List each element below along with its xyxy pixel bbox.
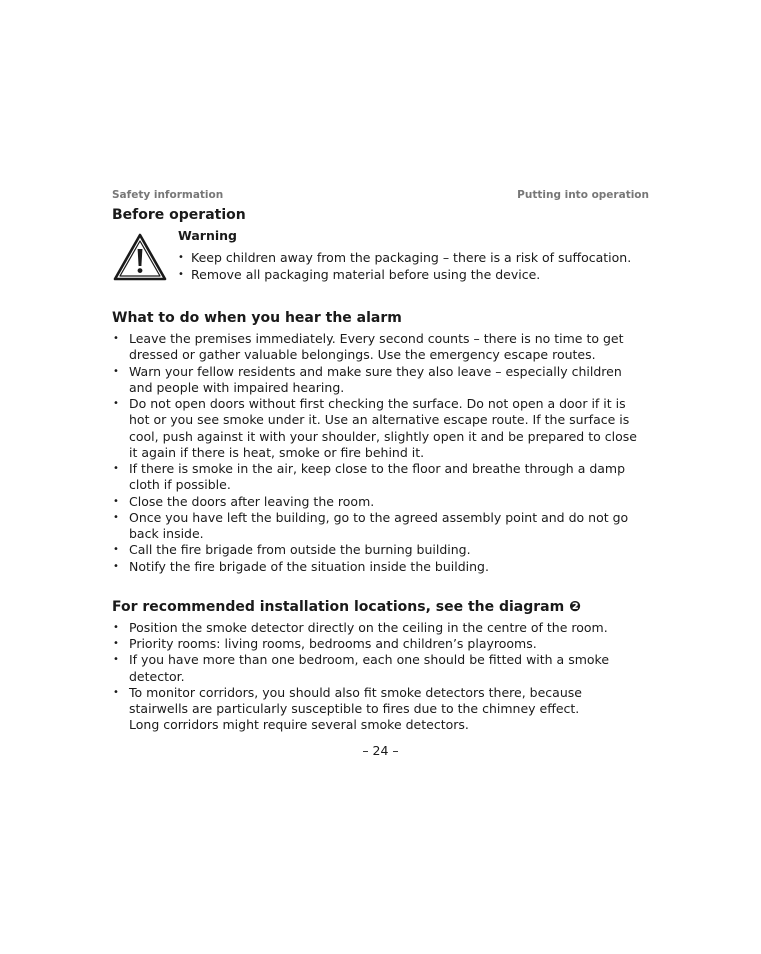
header-section-label: Safety information	[112, 189, 224, 201]
list-item: • Do not open doors without first checking the surface. Do not open a door if it is hot or you see smoke under it. Use an alternative escape route. If the surface is cool, push against it with your shoulder, slightly open it and be prepared to close it again if there is heat, smoke or fire behind it.	[112, 396, 649, 461]
list-item: • Position the smoke detector directly on the ceiling in the centre of the room.	[112, 620, 649, 636]
alarm-list	[112, 331, 649, 575]
installation-heading: For recommended installation locations, see the diagram ❷	[112, 598, 581, 615]
list-item: • To monitor corridors, you should also fit smoke detectors there, because stairwells are particularly susceptible to fires due to the chimney effect. Long corridors might require several smoke detectors.	[112, 685, 649, 734]
list-item: • Priority rooms: living rooms, bedrooms and children’s playrooms.	[112, 636, 649, 652]
page-number: – 24 –	[362, 742, 399, 758]
list-item: • If there is smoke in the air, keep close to the floor and breathe through a damp cloth if possible.	[112, 461, 649, 494]
running-header	[112, 188, 649, 203]
installation-list	[112, 620, 649, 734]
list-item: • Leave the premises immediately. Every second counts – there is no time to get dressed or gather valuable belongings. Use the emergency escape routes.	[112, 331, 649, 364]
list-item: • Close the doors after leaving the room.	[112, 494, 649, 510]
manual-page	[112, 188, 649, 759]
warning-triangle-icon	[112, 232, 168, 282]
warning-item: • Keep children away from the packaging – there is a risk of suffocation.	[178, 249, 649, 266]
list-item: • Call the fire brigade from outside the burning building.	[112, 542, 649, 558]
alarm-heading: What to do when you hear the alarm	[112, 310, 402, 326]
warning-list	[178, 249, 649, 283]
warning-title: Warning	[178, 228, 237, 243]
warning-item: • Remove all packaging material before using the device.	[178, 266, 649, 283]
header-chapter-label: Putting into operation	[517, 189, 649, 201]
warning-box	[112, 226, 649, 288]
warning-content	[178, 226, 649, 283]
list-item: • If you have more than one bedroom, each one should be fitted with a smoke detector.	[112, 652, 649, 685]
list-item: • Notify the fire brigade of the situation inside the building.	[112, 559, 649, 575]
list-item: • Warn your fellow residents and make sure they also leave – especially children and people with impaired hearing.	[112, 364, 649, 397]
list-item: • Once you have left the building, go to the agreed assembly point and do not go back inside.	[112, 510, 649, 543]
section-title: Before operation	[112, 207, 246, 223]
